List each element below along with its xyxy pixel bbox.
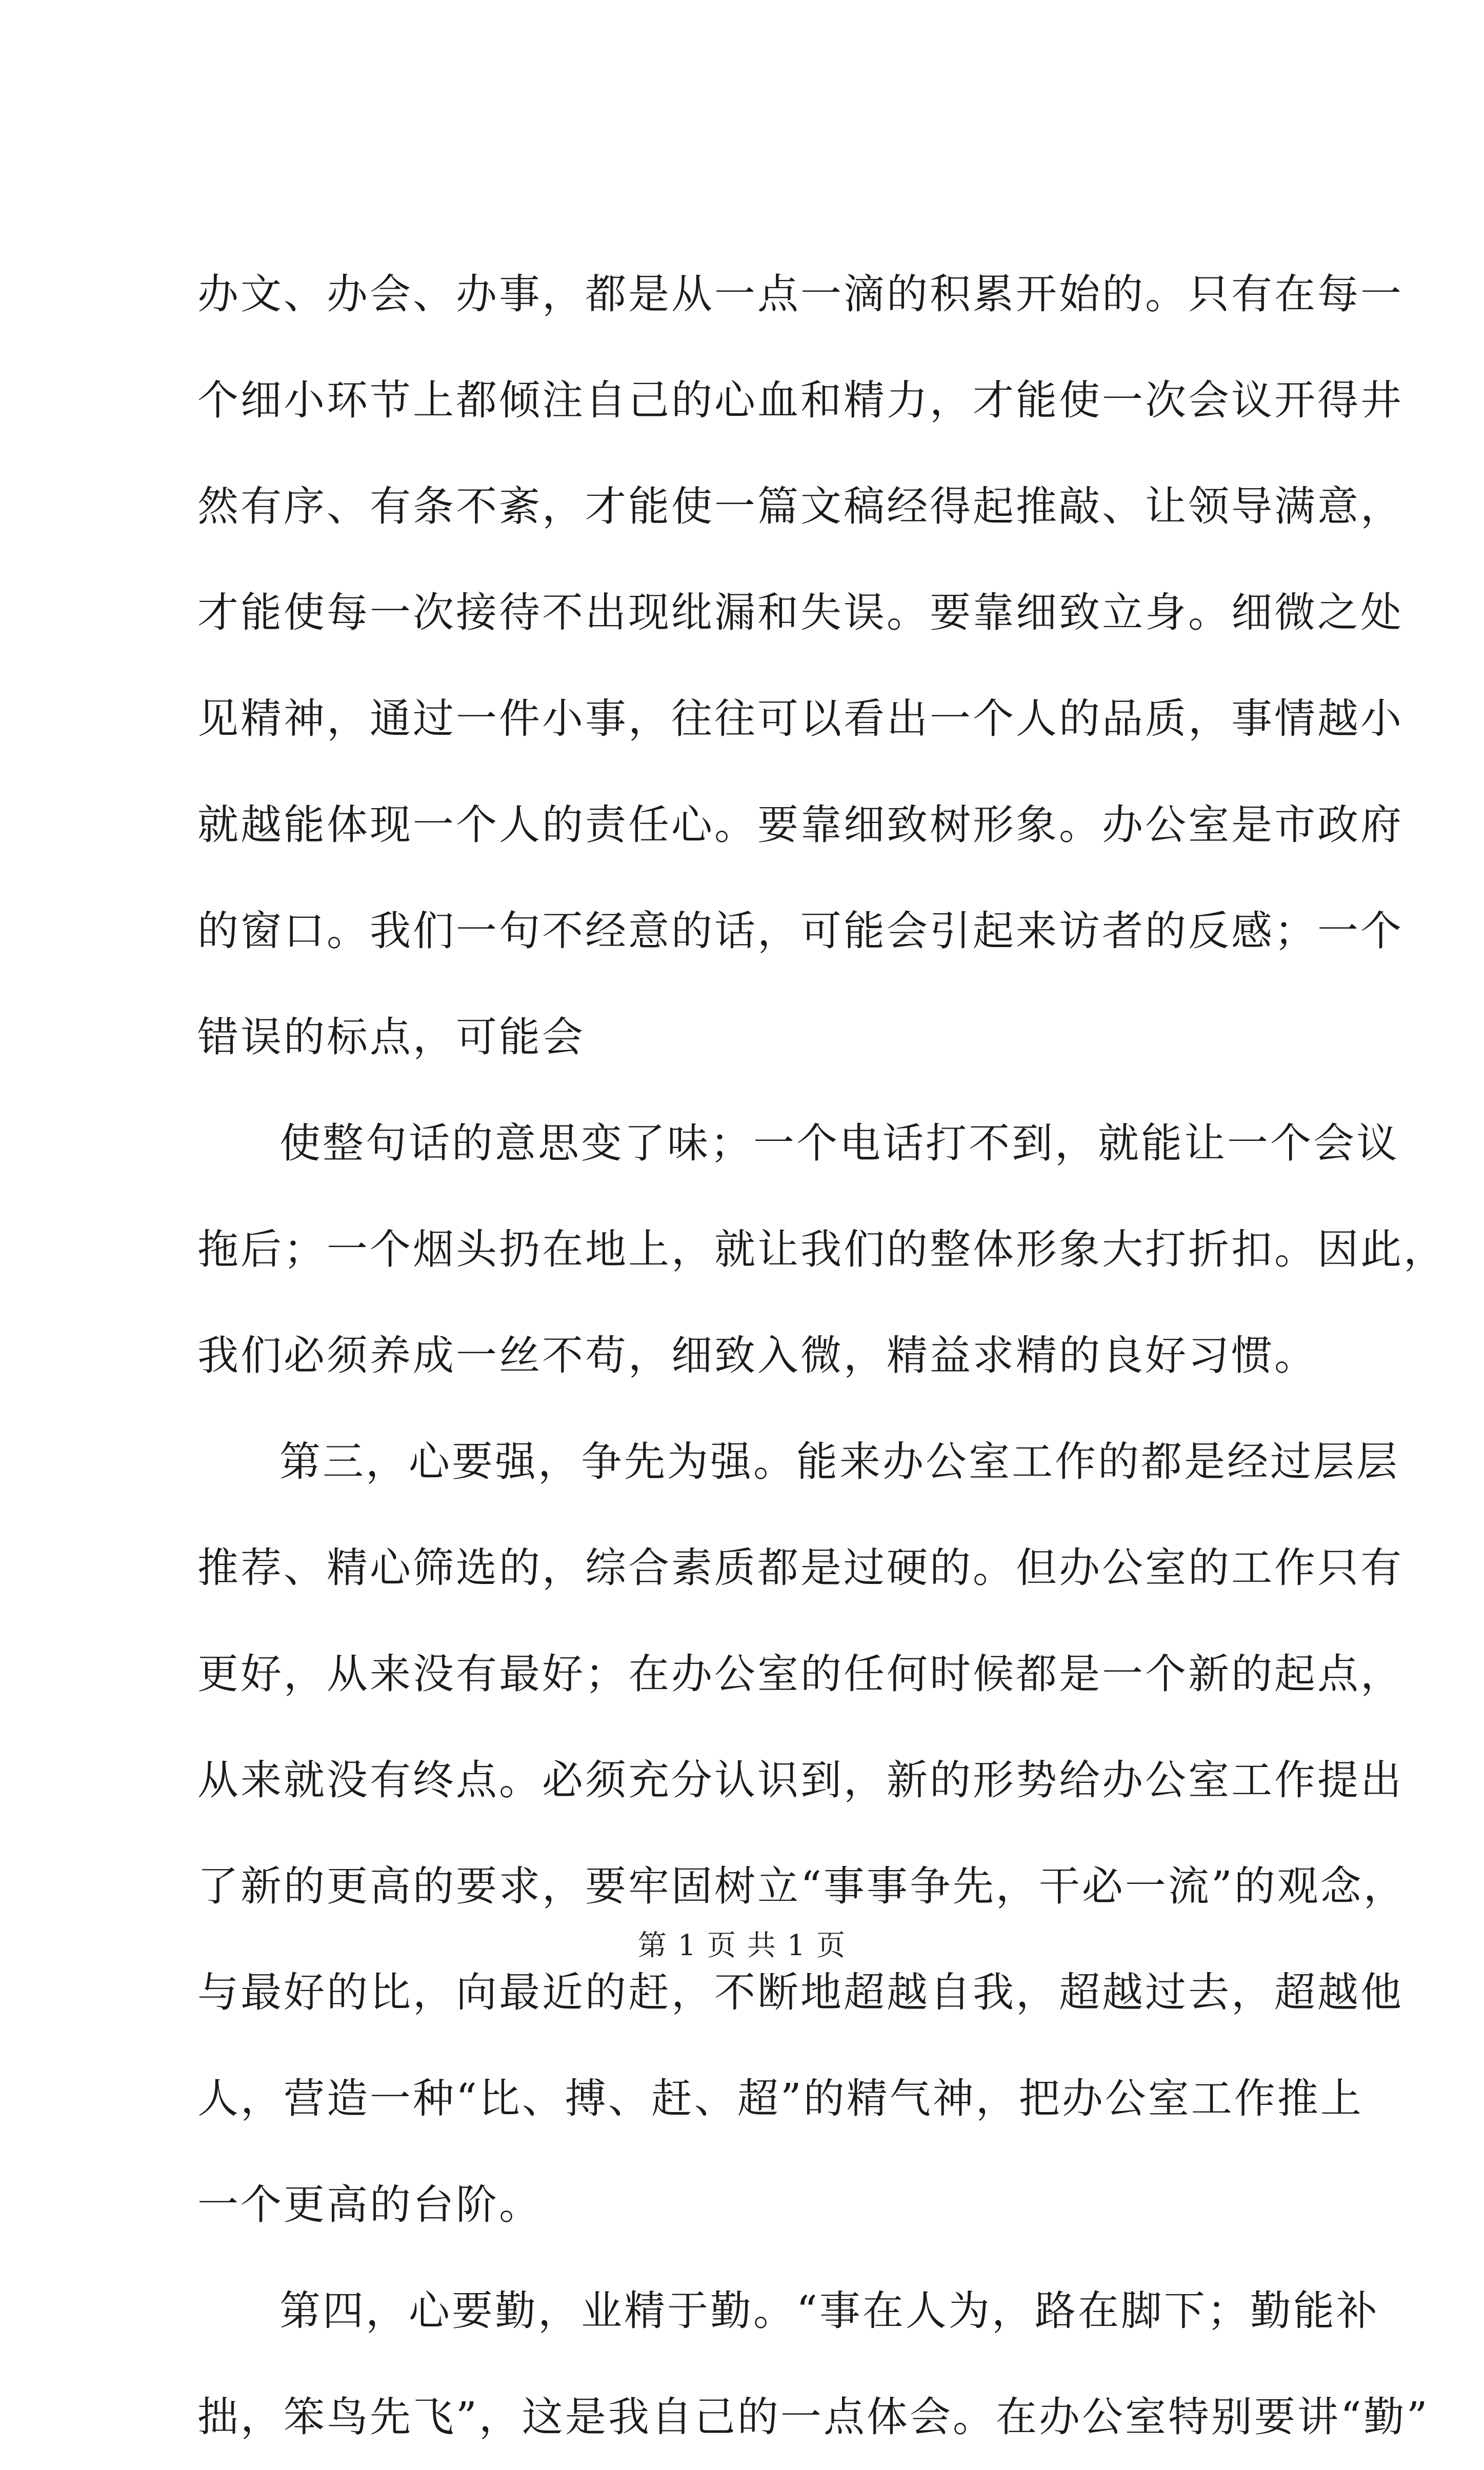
text-line: 个细小环节上都倾注自己的心血和精力，才能使一次会议开得井 (197, 376, 1403, 424)
text-line: 然有序、有条不紊，才能使一篇文稿经得起推敲、让领导满意， (197, 483, 1403, 530)
document-body (197, 241, 1447, 2470)
text-line: 人，营造一种“比、搏、赶、超”的精气神，把办公室工作推上 (197, 2075, 1363, 2122)
text-line: 错误的标点，可能会 (197, 1013, 585, 1061)
text-line: 拖后；一个烟头扔在地上，就让我们的整体形象大打折扣。因此， (197, 1226, 1447, 1273)
text-line: 更好，从来没有最好；在办公室的任何时候都是一个新的起点， (197, 1650, 1403, 1698)
text-line: 才能使每一次接待不出现纰漏和失误。要靠细致立身。细微之处 (197, 589, 1403, 636)
text-line: 拙，笨鸟先飞”，这是我自己的一点体会。在办公室特别要讲“勤” (197, 2393, 1430, 2441)
text-line: 一个更高的台阶。 (197, 2181, 542, 2228)
page-footer (0, 1925, 1484, 1966)
text-line: 了新的更高的要求，要牢固树立“事事争先，干必一流”的观念， (197, 1862, 1407, 1910)
text-line: 办文、办会、办事，都是从一点一滴的积累开始的。只有在每一 (197, 270, 1403, 318)
text-line: 推荐、精心筛选的，综合素质都是过硬的。但办公室的工作只有 (197, 1544, 1403, 1592)
page-number-label: 第 1 页 共 1 页 (637, 1929, 847, 1962)
text-line: 就越能体现一个人的责任心。要靠细致树形象。办公室是市政府 (197, 801, 1403, 849)
paragraph-start-line: 使整句话的意思变了味；一个电话打不到，就能让一个会议 (279, 1119, 1399, 1167)
text-line: 见精神，通过一件小事，往往可以看出一个人的品质，事情越小 (197, 695, 1403, 742)
text-line: 的窗口。我们一句不经意的话，可能会引起来访者的反感；一个 (197, 907, 1403, 955)
paragraph-start-line: 第三，心要强，争先为强。能来办公室工作的都是经过层层 (279, 1438, 1399, 1485)
text-line: 与最好的比，向最近的赶，不断地超越自我，超越过去，超越他 (197, 1969, 1403, 2016)
text-line: 我们必须养成一丝不苟，细致入微，精益求精的良好习惯。 (197, 1332, 1317, 1379)
paragraph-start-line: 第四，心要勤，业精于勤。“事在人为，路在脚下；勤能补 (279, 2287, 1379, 2335)
text-line: 从来就没有终点。必须充分认识到，新的形势给办公室工作提出 (197, 1756, 1403, 1804)
